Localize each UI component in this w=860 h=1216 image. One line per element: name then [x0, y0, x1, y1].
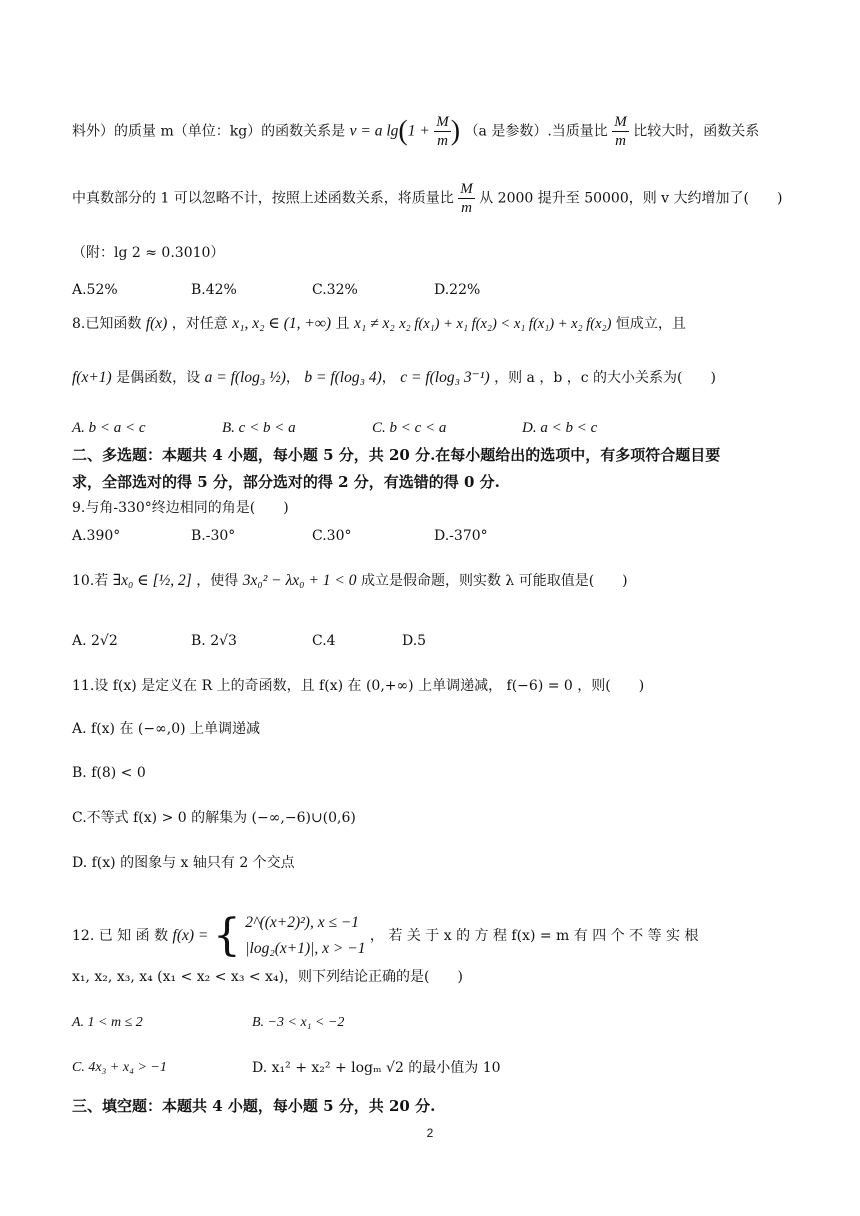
q8-text-1c: 且: [335, 316, 350, 332]
q10-text-b: ，使得: [196, 573, 239, 589]
frac-num: M: [436, 114, 449, 130]
q8-fx: f(x): [145, 315, 168, 332]
q8-text-2c: ，则 a ，b ，c 的大小关系为( ): [494, 370, 716, 386]
q9-stem: 9.与角-330°终边相同的角是( ): [72, 500, 289, 516]
formula-one-plus: 1 +: [407, 122, 430, 140]
q10-option-d: D.5: [402, 633, 427, 649]
q8-line-2: f(x+1) 是偶函数，设 a = f(log₃ ½)， b = f(log₃ 4)， c = f(log₃ 3⁻¹) ，则 a ，b ，c 的大小关系为( ): [72, 369, 716, 386]
q9-option-c: C.30°: [312, 528, 352, 544]
q8-domain: x₁, x₂ ∈ (1, +∞): [232, 315, 332, 332]
q10-exists: ∃x₀ ∈ [½, 2]: [112, 572, 192, 589]
q9-option-b: B.-30°: [191, 528, 236, 544]
q8-neq: x₁ ≠ x₂: [353, 315, 395, 332]
q10-text-a: 10.若: [72, 573, 109, 589]
frac-den-2: m: [615, 133, 626, 149]
q8-option-c: C. b < c < a: [372, 420, 447, 436]
page-number: 2: [426, 1126, 434, 1140]
frac-num-2: M: [614, 114, 627, 130]
q9-option-a: A.390°: [72, 528, 121, 544]
q12-line-2: x₁, x₂, x₃, x₄ (x₁ < x₂ < x₃ < x₄)，则下列结论正确的是( ): [72, 969, 463, 985]
q7-line-2: [72, 180, 792, 217]
frac-num-3: M: [460, 181, 473, 197]
q8-text-1b: ，对任意: [171, 316, 228, 332]
fraction-M-over-m-3: [458, 180, 475, 217]
q12-option-b: B. −3 < x₁ < −2: [252, 1015, 345, 1030]
q9-option-d: D.-370°: [434, 528, 488, 544]
fraction-M-over-m-2: [612, 113, 629, 150]
q7-text-1c: 比较大时，函数关系: [633, 123, 760, 140]
q12-text-b: ， 若 关 于 x 的 方 程 f(x) = m 有 四 个 不 等 实 根: [369, 928, 699, 944]
q11-stem: 11.设 f(x) 是定义在 R 上的奇函数，且 f(x) 在 (0,+∞) 上单调递减， f(−6) = 0 ，则( ): [72, 678, 645, 694]
q7-text-2b: 从 2000 提升至 50000，则 v 大约增加了( ): [479, 190, 783, 207]
q10-option-a: A. 2√2: [72, 633, 118, 649]
q7-option-d: D.22%: [434, 282, 481, 298]
section2-heading-2: 求，全部选对的得 5 分，部分选对的得 2 分，有选错的得 0 分.: [72, 473, 500, 491]
q7-text-1a: 料外）的质量 m（单位：kg）的函数关系是: [72, 123, 346, 140]
q11-option-b: B. f(8) < 0: [72, 765, 146, 781]
q8-option-d: D. a < b < c: [522, 420, 598, 436]
q12-option-d: D. x₁² + x₂² + logₘ √2 的最小值为 10: [252, 1060, 501, 1076]
q7-text-1b: （a 是参数）.当质量比: [464, 123, 608, 140]
q10-text-c: 成立是假命题，则实数 λ 可能取值是( ): [360, 573, 628, 589]
q10-option-b: B. 2√3: [191, 633, 237, 649]
q12-cases: [245, 910, 365, 962]
q8-b-expr: b = f(log₃ 4): [304, 369, 382, 386]
q8-option-a: A. b < a < c: [72, 420, 146, 436]
section2-heading-1: 二、多选题：本题共 4 小题，每小题 5 分，共 20 分.在每小题给出的选项中，有多项符合题目要: [72, 446, 721, 464]
q12-option-a: A. 1 < m ≤ 2: [72, 1015, 143, 1030]
fraction-M-over-m: [434, 113, 451, 150]
q12-option-c: C. 4x₃ + x₄ > −1: [72, 1060, 167, 1075]
q8-c-expr: c = f(log₃ 3⁻¹): [400, 369, 490, 386]
q10-stem: [72, 571, 792, 591]
frac-den-3: m: [461, 200, 472, 216]
q8-text-1a: 8.已知函数: [72, 316, 142, 332]
q8-fx-plus-1: f(x+1): [72, 369, 112, 386]
q7-line-1: [72, 113, 792, 150]
q7-text-2a: 中真数部分的 1 可以忽略不计，按照上述函数关系，将质量比: [72, 190, 454, 207]
q11-option-a: A. f(x) 在 (−∞,0) 上单调递减: [72, 721, 261, 737]
section3-heading: 三、填空题：本题共 4 小题，每小题 5 分，共 20 分.: [72, 1097, 436, 1115]
q7-option-a: A.52%: [72, 282, 118, 298]
q10-option-c: C.4: [312, 633, 336, 649]
q12-case-2: |log₂(x+1)|, x > −1: [245, 940, 366, 957]
q8-text-1d: 恒成立，且: [615, 316, 686, 332]
q12-line-1: [72, 910, 792, 962]
q11-option-c: C.不等式 f(x) > 0 的解集为 (−∞,−6)∪(0,6): [72, 810, 356, 826]
q8-a-expr: a = f(log₃ ½): [204, 369, 286, 386]
paren-open: (: [398, 115, 408, 147]
q8-inequality: x₂ f(x₁) + x₁ f(x₂) < x₁ f(x₁) + x₂ f(x₂): [399, 316, 612, 332]
q12-brace: {: [212, 910, 241, 961]
q12-case-1: 2^((x+2)²), x ≤ −1: [245, 914, 360, 931]
q10-inequality: 3x₀² − λx₀ + 1 < 0: [242, 572, 357, 589]
q7-option-b: B.42%: [191, 282, 237, 298]
formula-v-lhs: v = a lg: [349, 122, 399, 140]
q12-fx-eq: f(x) =: [172, 927, 209, 944]
q8-line-1: [72, 314, 792, 334]
frac-den: m: [437, 133, 448, 149]
paren-close: ): [450, 115, 461, 147]
q7-option-c: C.32%: [312, 282, 358, 298]
q8-option-b: B. c < b < a: [222, 420, 296, 436]
q7-note: （附：lg 2 ≈ 0.3010）: [72, 245, 225, 261]
q8-text-2b: 是偶函数，设: [116, 370, 201, 386]
q11-option-d: D. f(x) 的图象与 x 轴只有 2 个交点: [72, 855, 295, 871]
q12-text-a: 12. 已 知 函 数: [72, 928, 169, 944]
